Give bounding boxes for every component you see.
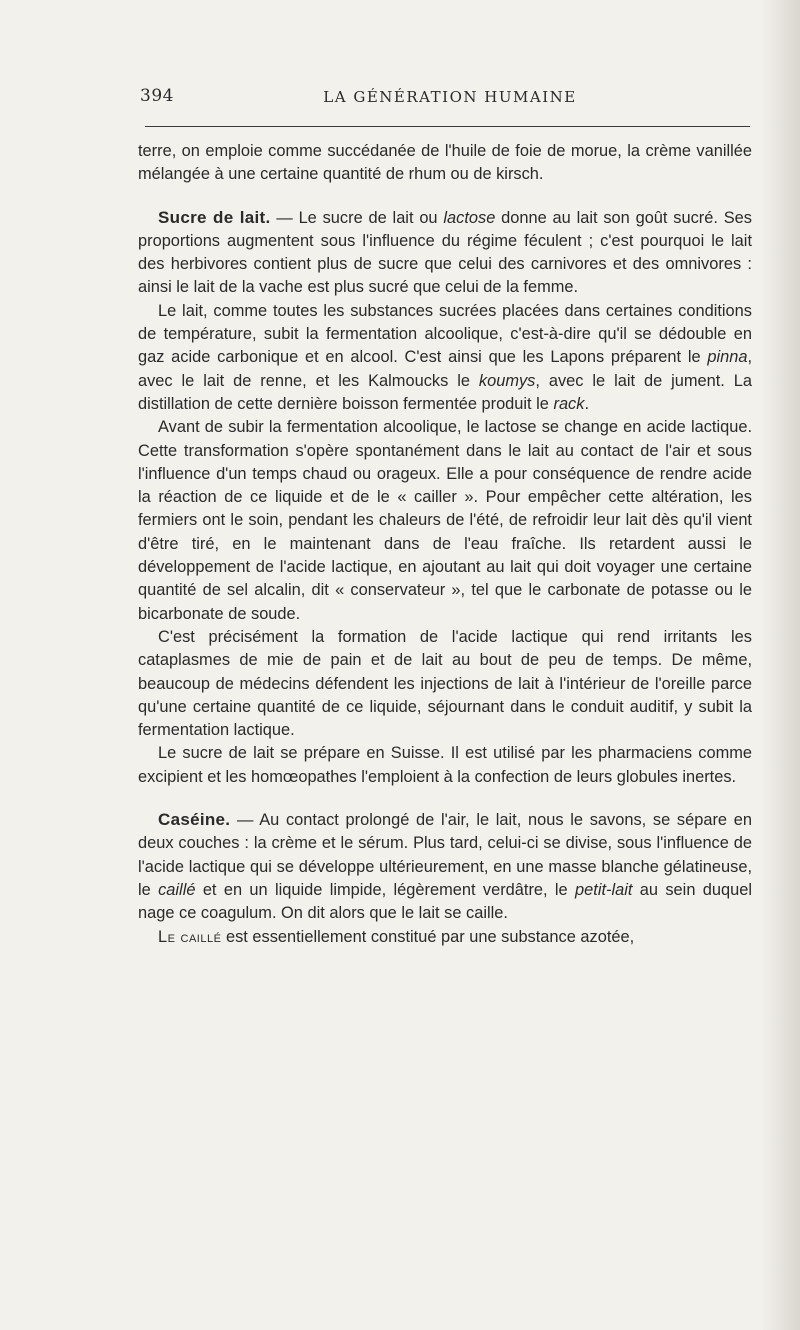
section-heading: Caséine. (158, 810, 231, 830)
header-rule (145, 126, 750, 127)
paragraph: Le lait, comme toutes les substances sucrées placées dans certaines conditions de température, subit la fermentation alcoolique, c'est-à-dire qu'il se dédouble en gaz acide carbonique et en alcool. C'est ainsi que les Lapons préparent le pinna, avec le lait de renne, et les Kalmoucks le koumys, avec le lait de jument. La distillation de cette dernière boisson fermentée produit le rack. (138, 301, 753, 413)
paragraph: C'est précisément la formation de l'acide lactique qui rend irritants les cataplasmes de mie de pain et de lait au bout de peu de temps. De même, beaucoup de médecins défendent les injections de lait à l'intérieur de l'oreille parce qu'une certaine quantité de ce liquide, séjournant dans le conduit auditif, y subit la fermentation lactique. (138, 627, 752, 740)
section-heading: Sucre de lait. (158, 207, 271, 227)
paragraph: Avant de subir la fermentation alcoolique, le lactose se change en acide lactique. Cette transformation s'opère spontanément dans le lait au contact de l'air et sous l'influence d'un temps chaud ou orageux. Elle a pour conséquence de rendre acide la réaction de ce liquide et de le « cailler ». Pour empêcher cette altération, les fermiers ont le soin, pendant les chaleurs de l'été, de refroidir leur lait dès qu'il vient d'être tiré, en le maintenant dans de l'eau fraîche. Ils retardent aussi le développement de l'acide lactique, en ajoutant au lait qui doit voyager une certaine quantité de sel alcalin, dit « conservateur », tel que le carbonate de potasse ou le bicarbonate de soude. (138, 418, 752, 623)
running-title: LA GÉNÉRATION HUMAINE (323, 88, 577, 106)
paragraph: Le sucre de lait se prépare en Suisse. Il est utilisé par les pharmaciens comme excipient et les homœopathes l'emploient à la confection de leurs globules inertes. (138, 744, 752, 786)
section-caseine: Caséine. — Au contact prolongé de l'air, le lait, nous le savons, se sépare en deux couches : la crème et le sérum. Plus tard, celui-ci se divise, sous l'influence de l'acide lactique qui se développe ultérieurement, en une masse blanche gélatineuse, le caillé et en un liquide limpide, légèrement verdâtre, le petit-lait au sein duquel nage ce coagulum. On dit alors que le lait se caille. (138, 810, 752, 923)
paragraph: Le caillé est essentiellement constitué par une substance azotée, (158, 927, 635, 946)
section-sucre-de-lait: Sucre de lait. — Le sucre de lait ou lactose donne au lait son goût sucré. Ses proportions augmentent sous l'influence du régime féculent ; c'est pourquoi le lait des herbivores contient plus de sucre que celui des carnivores et des omnivores : ainsi le lait de la vache est plus sucré que celui de la femme. (138, 207, 752, 297)
page-edge-shadow (760, 0, 800, 1330)
page-header (140, 86, 760, 110)
paragraph: terre, on emploie comme succédanée de l'huile de foie de morue, la crème vanillée mélangée à une certaine quantité de rhum ou de kirsch. (138, 142, 752, 184)
body-text (138, 140, 752, 949)
page-number: 394 (140, 86, 174, 106)
